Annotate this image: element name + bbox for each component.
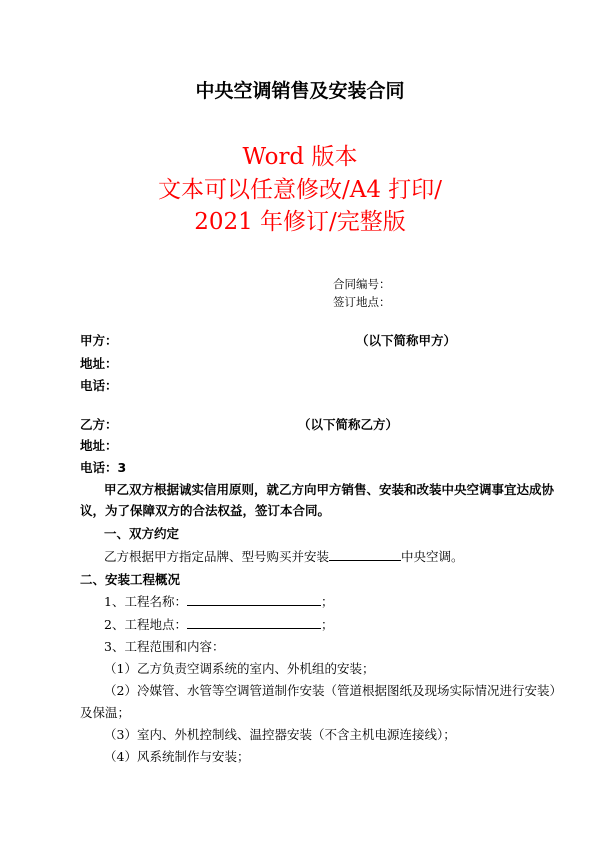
party-a-phone: 电话： (80, 378, 118, 393)
section-1-text (104, 547, 464, 565)
party-b-phone: 电话：3 (80, 460, 127, 475)
party-a-address: 地址： (80, 356, 118, 371)
banner-line-1: Word 版本 (242, 144, 358, 170)
banner-line-3: 2021 年修订/完整版 (194, 209, 406, 235)
scope-item-4: （4）风系统制作与安装； (104, 749, 250, 764)
intro-line-2: 议，为了保障双方的合法权益，签订本合同。 (80, 503, 331, 518)
project-name-semicolon: ； (320, 594, 334, 609)
contract-number-label: 合同编号： (333, 277, 391, 291)
project-location-label: 2、工程地点： (104, 617, 187, 632)
party-b-address: 地址： (80, 438, 118, 453)
party-b-label: 乙方： (80, 417, 118, 432)
section-2-heading: 二、安装工程概况 (80, 572, 181, 587)
intro-line-1: 甲乙双方根据诚实信用原则，就乙方向甲方销售、安装和改装中央空调事宜达成协 (104, 482, 555, 497)
scope-item-3: （3）室内、外机控制线、温控器安装（不含主机电源连接线）； (104, 727, 456, 742)
party-a-alias: （以下简称甲方） (356, 333, 457, 348)
section-1-text-after: 中央空调。 (401, 549, 464, 564)
section-1-heading: 一、双方约定 (104, 526, 180, 541)
banner-line-2: 文本可以任意修改/A4 打印/ (157, 177, 443, 203)
project-name-label: 1、工程名称： (104, 594, 187, 609)
project-name-row (104, 592, 333, 610)
project-location-blank (187, 615, 321, 629)
project-name-blank (187, 592, 321, 606)
scope-item-1: （1）乙方负责空调系统的室内、外机组的安装； (104, 661, 375, 676)
party-a-label: 甲方： (80, 333, 118, 348)
scope-item-2-line-1: （2）冷媒管、水管等空调管道制作安装（管道根据图纸及现场实际情况进行安装） (104, 683, 562, 698)
project-location-semicolon: ； (320, 617, 334, 632)
sign-place-label: 签订地点： (333, 295, 391, 309)
project-scope-label: 3、工程范围和内容： (104, 639, 225, 654)
contract-title: 中央空调销售及安装合同 (195, 80, 405, 102)
project-location-row (104, 615, 333, 633)
party-b-alias: （以下简称乙方） (298, 417, 399, 432)
brand-blank (329, 547, 401, 561)
scope-item-2-line-2: 及保温； (80, 705, 131, 720)
section-1-text-before: 乙方根据甲方指定品牌、型号购买并安装 (104, 549, 330, 564)
